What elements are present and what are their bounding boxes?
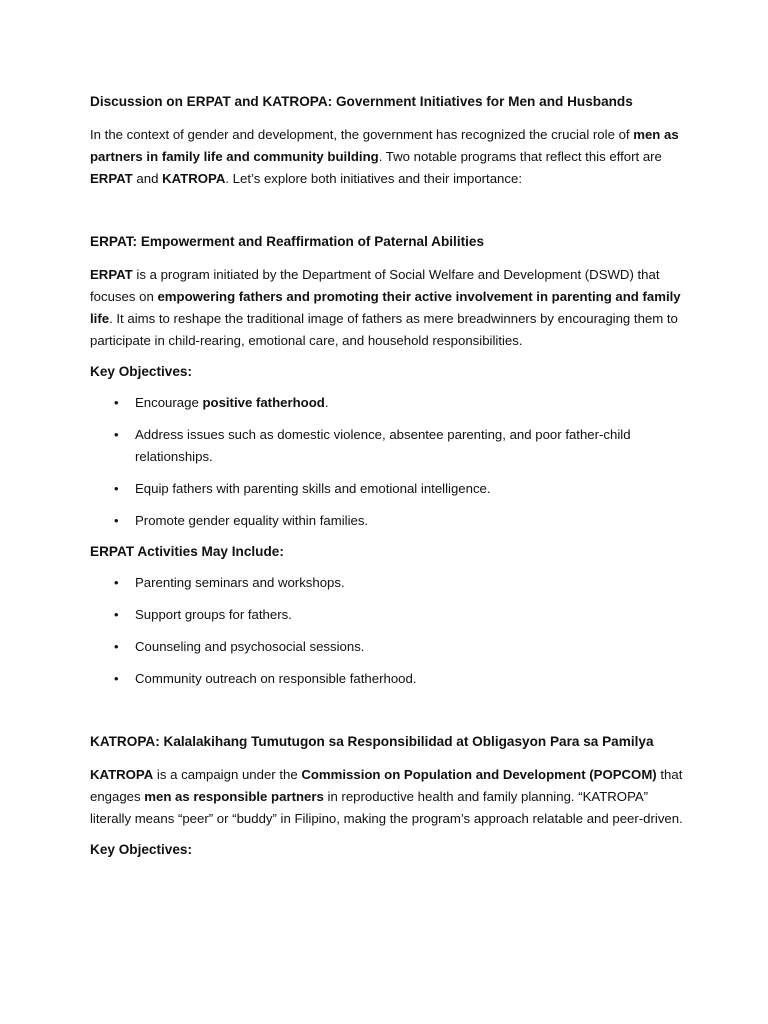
- erpat-heading: ERPAT: Empowerment and Reaffirmation of Paternal Abilities: [90, 234, 485, 249]
- erpat-objectives-heading: Key Objectives:: [90, 364, 192, 379]
- erpat-para-bold-1: ERPAT: [90, 267, 133, 282]
- intro-text-1: In the context of gender and development, the government has recognized the crucial role of: [90, 127, 634, 142]
- activity-text: Counseling and psychosocial sessions.: [135, 639, 365, 654]
- objective-text: Address issues such as domestic violence, absentee parenting, and poor father-child relationships.: [135, 427, 631, 464]
- erpat-paragraph: [90, 264, 690, 352]
- list-item: [114, 478, 690, 500]
- intro-bold-erpat: ERPAT: [90, 171, 133, 186]
- bullet-icon: •: [114, 575, 119, 590]
- katropa-para-text-3: in reproductive health and family planning. “KATROPA” literally means “peer” or “buddy” in Filipino, making the program’s approach relatable and peer-driven.: [90, 789, 683, 826]
- objective-bold: positive fatherhood: [202, 395, 325, 410]
- erpat-para-text-2: . It aims to reshape the traditional image of fathers as mere breadwinners by encouraging them to participate in child-rearing, emotional care, and household responsibilities.: [90, 311, 678, 348]
- activity-text: Support groups for fathers.: [135, 607, 292, 622]
- objective-text: Encourage: [135, 395, 203, 410]
- erpat-para-bold-2: empowering fathers and promoting their active involvement in parenting and family life: [90, 289, 681, 326]
- objective-text: Equip fathers with parenting skills and emotional intelligence.: [135, 481, 491, 496]
- bullet-icon: •: [114, 395, 119, 410]
- erpat-activities-list: [90, 572, 690, 690]
- katropa-para-bold-1: KATROPA: [90, 767, 154, 782]
- erpat-objectives-list: [90, 392, 690, 532]
- bullet-icon: •: [114, 671, 119, 686]
- katropa-heading: KATROPA: Kalalakihang Tumutugon sa Responsibilidad at Obligasyon Para sa Pamilya: [90, 734, 654, 749]
- erpat-para-text-1: is a program initiated by the Department of Social Welfare and Development (DSWD) that focuses on: [90, 267, 660, 304]
- list-item: [114, 572, 690, 594]
- erpat-activities-heading: ERPAT Activities May Include:: [90, 544, 284, 559]
- katropa-para-bold-3: men as responsible partners: [144, 789, 324, 804]
- bullet-icon: •: [114, 481, 119, 496]
- intro-paragraph: [90, 124, 690, 190]
- intro-bold-1: men as partners in family life and community building: [90, 127, 679, 164]
- intro-bold-katropa: KATROPA: [162, 171, 226, 186]
- list-item: [114, 424, 690, 468]
- document-title: Discussion on ERPAT and KATROPA: Government Initiatives for Men and Husbands: [90, 94, 633, 109]
- katropa-para-text-1: is a campaign under the: [153, 767, 302, 782]
- katropa-paragraph: [90, 764, 690, 830]
- list-item: [114, 636, 690, 658]
- activity-text: Community outreach on responsible fatherhood.: [135, 671, 417, 686]
- bullet-icon: •: [114, 513, 119, 528]
- katropa-objectives-heading: Key Objectives:: [90, 842, 192, 857]
- bullet-icon: •: [114, 427, 119, 442]
- bullet-icon: •: [114, 639, 119, 654]
- list-item: [114, 510, 690, 532]
- objective-text: Promote gender equality within families.: [135, 513, 369, 528]
- list-item: [114, 604, 690, 626]
- list-item: [114, 668, 690, 690]
- list-item: [114, 392, 690, 414]
- bullet-icon: •: [114, 607, 119, 622]
- document-body: [90, 92, 690, 860]
- intro-text-2: . Two notable programs that reflect this effort are: [378, 149, 662, 164]
- katropa-para-bold-2: Commission on Population and Development (POPCOM): [301, 767, 657, 782]
- intro-text-3: and: [132, 171, 163, 186]
- objective-text-end: .: [324, 395, 329, 410]
- activity-text: Parenting seminars and workshops.: [135, 575, 345, 590]
- intro-text-4: . Let’s explore both initiatives and their importance:: [225, 171, 522, 186]
- katropa-para-text-2: that engages: [90, 767, 683, 804]
